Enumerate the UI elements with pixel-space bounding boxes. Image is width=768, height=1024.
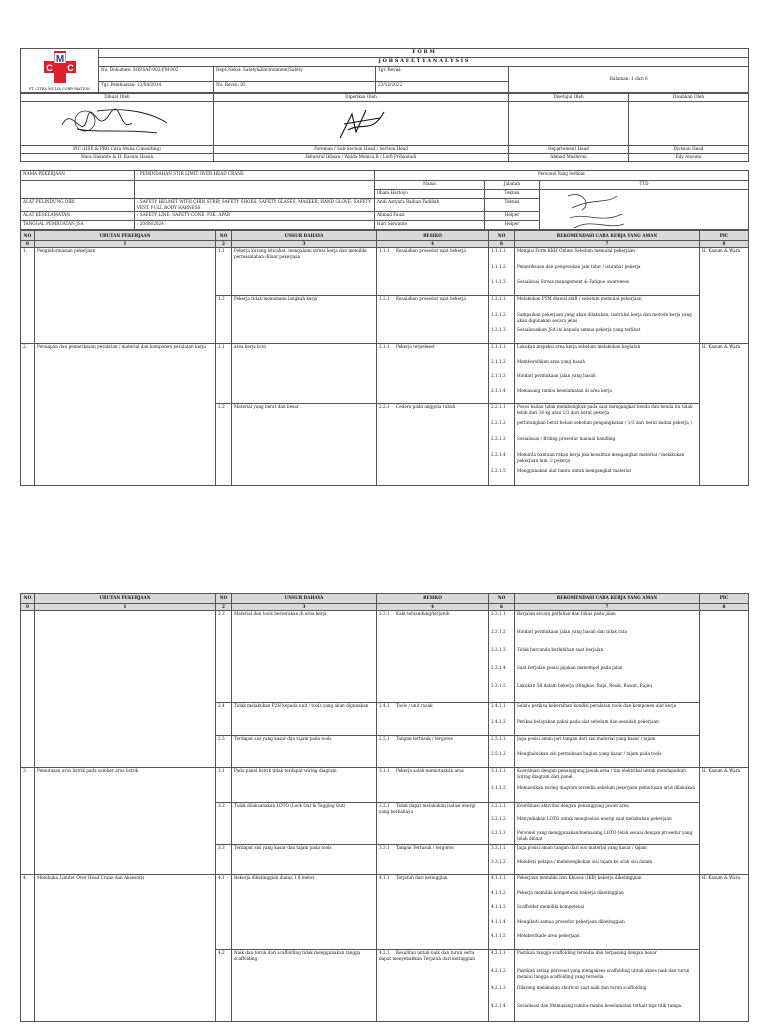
hazard-description: Pada panel listrik tidak terdapat wiring diagram bbox=[232, 768, 377, 803]
company-logo-icon bbox=[23, 49, 97, 89]
recommendation-text: Personel yang menggunakan/memasang LOTO telah sesuai dengan prosedur yang telah dibuat bbox=[517, 829, 693, 841]
personnel-header: TTD bbox=[540, 181, 749, 190]
pic-name: H. Kasum & Wara bbox=[700, 344, 749, 486]
recommendation-text: Saat berjalan posisi pijakan menempel pada jalan bbox=[517, 665, 623, 671]
column-number: 0 bbox=[21, 241, 35, 248]
signature-icon bbox=[332, 104, 392, 146]
risk-description: Kesalahan prosedur saat bekerja bbox=[396, 296, 466, 302]
recommendation-text: Memasang rambu keselamatan di area kerja bbox=[517, 387, 612, 393]
recommendation-text: Lakukan inspeksi area kerja sebelum melakukan kegiatan bbox=[517, 344, 641, 350]
recommendation-number: 1.1.1.1 bbox=[491, 248, 506, 254]
recommendation-text: Sosialisasikan JSA ini kepada semua pekerja yang terlibat bbox=[517, 327, 641, 332]
recommendation-numbers bbox=[489, 296, 515, 344]
recommendation-number: 4.1.1.5 bbox=[491, 933, 506, 939]
risk-number: 2.4.1 bbox=[379, 703, 390, 709]
recommendation-text: Periksa kelayakan pakai pada alat sebelum dan sesudah pekerjaan bbox=[517, 718, 659, 724]
recommendation-list bbox=[515, 404, 700, 486]
column-header: RESIKO bbox=[377, 231, 489, 241]
task-number: 1. bbox=[21, 248, 35, 344]
recommendation-numbers bbox=[489, 768, 515, 803]
recommendation-text: perhitungkan berat beban sebelum pengangkatan ( 1/3 dari berat badan pekerja ) bbox=[517, 420, 692, 426]
table-row bbox=[21, 248, 749, 296]
info-label: TANGGAL PEMBUATAN JSA bbox=[21, 221, 135, 230]
column-number: 6 bbox=[489, 604, 515, 611]
risk-cell bbox=[377, 404, 489, 486]
personnel-role: Helper bbox=[485, 221, 540, 230]
recommendation-text: Selalu periksa kebersihan kondisi peralatan tools dan komponen alat kerja bbox=[517, 703, 677, 709]
recommendation-numbers bbox=[489, 875, 515, 950]
hazard-number: 2.3 bbox=[216, 611, 232, 703]
task-number: 3. bbox=[21, 768, 35, 875]
column-header: UNSUR BAHAYA bbox=[232, 594, 377, 604]
recommendation-number: 3.2.1.2 bbox=[491, 816, 506, 822]
company-name: PT. CITRA MULIA CORPORATION bbox=[29, 87, 90, 91]
recommendation-text: Hindari permukaan jalan yang basah dan tidak rata bbox=[517, 629, 627, 635]
recommendation-number: 4.2.1.1 bbox=[491, 950, 506, 956]
info-label: ALAT KESELAMATAN bbox=[21, 212, 135, 221]
personnel-name: Ilham Hartoyo bbox=[375, 190, 485, 199]
jsa-table-page-two bbox=[20, 593, 749, 1022]
risk-description: Tangan Tertusuk / tergores bbox=[396, 845, 454, 851]
pic-name: H. Kasum & Wara bbox=[700, 768, 749, 875]
recommendation-list bbox=[515, 875, 700, 950]
recommendation-text: Pastikan tangga scaffolding tersedia dan terpasang dengan benar bbox=[517, 950, 657, 956]
column-header: URUTAN PEKERJAAN bbox=[35, 231, 216, 241]
recommendation-list bbox=[515, 344, 700, 404]
recommendation-numbers bbox=[489, 344, 515, 404]
recommendation-number: 1.2.1.3 bbox=[491, 327, 506, 332]
risk-number: 4.1.1 bbox=[379, 875, 390, 881]
signature-box bbox=[21, 102, 214, 146]
recommendation-text: Membersihkan area yang basah bbox=[517, 358, 586, 364]
recommendation-number: 3.1.1.1 bbox=[491, 768, 506, 774]
hazard-number: 3.3 bbox=[216, 845, 232, 875]
signature-icon bbox=[562, 188, 632, 232]
risk-description: Tangan tertusuk / tergores bbox=[396, 736, 453, 742]
recommendation-text: Memastikan wiring diagram tersedia sebelum pekerjaan pemutusan arus dilakukan bbox=[517, 784, 696, 790]
personnel-header: Jabatan bbox=[485, 181, 540, 190]
recommendation-list bbox=[515, 611, 700, 703]
recommendation-text: Dilarang melakukan shortcut saat naik dan turun scaffolding bbox=[517, 985, 647, 991]
recommendation-list bbox=[515, 248, 700, 296]
recommendation-text: Menghaluskan sisi permukaan bagian yang kasar / tajam pada tools bbox=[517, 751, 662, 757]
task-description bbox=[35, 611, 216, 768]
recommendation-text: Tidak bercanda berlebihan saat berjalan bbox=[517, 647, 604, 653]
recommendation-number: 4.2.1.2 bbox=[491, 967, 506, 973]
recommendation-text: Sosialisasi dan Memasang rambu-rambu keselamatan terkait tiga titik tumpu bbox=[517, 1002, 682, 1008]
recommendation-list bbox=[515, 736, 700, 768]
hazard-description: Material yang berat dan besar bbox=[232, 404, 377, 486]
svg-text:M: M bbox=[55, 54, 65, 65]
table-head bbox=[21, 594, 749, 611]
approval-name: Ahmad Mashroni bbox=[509, 154, 629, 162]
recommendation-text: Menyediakan LOTO untuk mengisolasi energi saat melakukan pekerjaan bbox=[517, 816, 672, 822]
recommendation-number: 2.3.1.2 bbox=[491, 629, 506, 635]
column-header: URUTAN PEKERJAAN bbox=[35, 594, 216, 604]
hazard-description: Bekerja diketinggian diatas 1,8 meter bbox=[232, 875, 377, 950]
risk-description: Pekerja terpeleset bbox=[396, 344, 435, 350]
risk-cell bbox=[377, 248, 489, 296]
task-description: Membuka Limiter Over Head Crane dan Aksesoris bbox=[35, 875, 216, 1022]
recommendation-number: 1.2.1.2 bbox=[491, 311, 506, 317]
risk-number: 2.1.1 bbox=[379, 344, 390, 350]
recommendation-number: 2.3.1.3 bbox=[491, 647, 506, 653]
column-header: UNSUR BAHAYA bbox=[232, 231, 377, 241]
recommendation-number: 2.1.1.1 bbox=[491, 344, 506, 350]
table-body bbox=[21, 248, 749, 486]
task-description: Persiapan dan pemeriksaan peralatan / material dan komponen peralatan kerja bbox=[35, 344, 216, 486]
hazard-description: area kerja licin bbox=[232, 344, 377, 404]
column-header: REKOMENDASI CARA KERJA YANG AMAN bbox=[515, 594, 700, 604]
hazard-number: 3.1 bbox=[216, 768, 232, 803]
recommendation-number: 2.2.1.2 bbox=[491, 420, 506, 426]
form-header bbox=[20, 48, 749, 93]
column-number: 4 bbox=[377, 604, 489, 611]
column-number: 7 bbox=[515, 241, 700, 248]
column-header: NO bbox=[21, 231, 35, 241]
recommendation-text: Koordinasi dengan penanggung jawab area / tim elektrikal untuk mendapatkan wiring diagram dari panel bbox=[517, 768, 686, 780]
task-description: Penginformasian pekerjaan bbox=[35, 248, 216, 344]
recommendation-number: 1.2.1.1 bbox=[491, 296, 506, 302]
recommendation-number: 3.2.1.3 bbox=[491, 829, 506, 835]
risk-cell bbox=[377, 845, 489, 875]
recommendation-text: Meminta bantuan rekan kerja jika kesulitan mengangkat material / melakukan pekerjaan min. 2 pekerja bbox=[517, 452, 685, 464]
recommendation-number: 1.1.1.3 bbox=[491, 279, 506, 284]
task-description: Pemutusan arus listrik pada sumber arus listrik bbox=[35, 768, 216, 875]
table-row bbox=[21, 344, 749, 404]
info-label: NAMA PEKERJAAN bbox=[21, 171, 135, 181]
recommendation-list bbox=[515, 703, 700, 736]
hazard-number: 2.2 bbox=[216, 404, 232, 486]
recommendation-text: Lakukan 5R dalam bekerja (Ringkas, Rapi, Resik, Rawat, Rajin) bbox=[517, 683, 653, 689]
risk-description: Tidak dapat melakukan isolasi energi yang berbahaya bbox=[379, 803, 476, 815]
hazard-description: Terdapat sisi yang kasar dan tajam pada tools bbox=[232, 845, 377, 875]
personnel-name: Andi Asryara Raihan Fadillah bbox=[375, 199, 485, 212]
risk-number: 2.2.1 bbox=[379, 404, 390, 410]
risk-number: 2.3.1 bbox=[379, 611, 390, 617]
risk-number: 4.2.1 bbox=[379, 950, 390, 956]
hazard-description: Pekerja tidak memahami langkah kerja bbox=[232, 296, 377, 344]
risk-cell bbox=[377, 703, 489, 736]
recommendation-number: 2.3.1.1 bbox=[491, 611, 506, 617]
risk-number: 3.3.1 bbox=[379, 845, 390, 851]
column-number: 7 bbox=[515, 604, 700, 611]
risk-description: Tools / unit rusak bbox=[396, 703, 433, 709]
recommendation-list bbox=[515, 950, 700, 1022]
approval-role: Departement Head bbox=[509, 146, 629, 154]
table-body bbox=[21, 611, 749, 1022]
recommendation-text: Memberikade area pekerjaan bbox=[517, 933, 580, 939]
recommendation-text: Mengikuti semua prosedur pekerjaan diketinggian bbox=[517, 918, 625, 924]
dept: Dept./Seksi: Safety&Environment/Safety bbox=[214, 67, 376, 82]
recommendation-number: 2.4.1.1 bbox=[491, 703, 506, 709]
hazard-number: 1.2 bbox=[216, 296, 232, 344]
recommendation-number: 4.1.1.2 bbox=[491, 889, 506, 895]
recommendation-numbers bbox=[489, 736, 515, 768]
column-number: 2 bbox=[216, 241, 232, 248]
hazard-description: Naik dan turun dari scaffolding tidak menggunakan tangga scaffolding bbox=[232, 950, 377, 1022]
table-head bbox=[21, 231, 749, 248]
hazard-description: Material dan tools berserakan di area kerja bbox=[232, 611, 377, 703]
recommendation-text: Sosialisasi Stress management & Fatigue awareness bbox=[517, 279, 630, 284]
risk-number: 3.2.1 bbox=[379, 803, 390, 809]
risk-description: Terjatuh dari ketinggian bbox=[396, 875, 448, 881]
recommendation-number: 2.1.1.2 bbox=[491, 358, 506, 364]
hazard-description: Pekerja kurang istirahat, mengalami stress kerja dan memiliki permasalahan diluar pekerjaan bbox=[232, 248, 377, 296]
risk-cell bbox=[377, 875, 489, 950]
risk-cell bbox=[377, 950, 489, 1022]
recommendation-numbers bbox=[489, 404, 515, 486]
approval-col-label: Diperiksa Oleh bbox=[214, 94, 509, 102]
recommendation-number: 2.2.1.5 bbox=[491, 468, 506, 474]
column-number: 2 bbox=[216, 604, 232, 611]
personnel-name: Ahmad Fauzi bbox=[375, 212, 485, 221]
recommendation-number: 3.3.1.2 bbox=[491, 859, 506, 865]
risk-cell bbox=[377, 296, 489, 344]
recommendation-text: Memberi pelapis / membengkokan sisi tajam ke arah sisi dalam bbox=[517, 859, 653, 865]
recommendation-number: 2.3.1.4 bbox=[491, 665, 506, 671]
risk-description: Kesulitan untuk naik dan turun serta dapat menyebabkan Terjatuh dari ketinggian bbox=[379, 950, 475, 962]
column-number: 1 bbox=[35, 241, 216, 248]
recommendation-text: Sosialisasi / Briling prosedur manual handling bbox=[517, 436, 616, 442]
doc-no: No. Dokumen: SOP.SAF-001-FM-002 bbox=[99, 67, 214, 82]
approval-table bbox=[20, 93, 749, 162]
risk-description: Kaki tersandung/terjatuh bbox=[396, 611, 450, 617]
column-number: 3 bbox=[232, 241, 377, 248]
column-header: NO bbox=[21, 594, 35, 604]
signature-box bbox=[214, 102, 509, 146]
tgl-pembuatan: Tgl. Pembuatan: 13/04/2014 bbox=[99, 82, 214, 93]
recommendation-text: Jaga posisi aman jari tangan dari sisi material yang kasar / tajam bbox=[517, 736, 656, 742]
approval-col-label: Disahkan Oleh bbox=[629, 94, 749, 102]
info-value: : 20/08/2024 bbox=[135, 221, 375, 230]
tgl-revisi: Tgl. Revisi: bbox=[376, 67, 509, 82]
risk-number: 1.2.1 bbox=[379, 296, 390, 302]
info-value: : SAFETY LINE, SAFETY CONE, P3K, APAR bbox=[135, 212, 375, 221]
recommendation-numbers bbox=[489, 950, 515, 1022]
info-value: : PEMINDAHAN STIR LIMIT OVER HEAD CRANE bbox=[135, 171, 375, 181]
doc-title: J O B S A F E T Y A N A L Y S I S bbox=[99, 58, 749, 67]
risk-description: Kesalahan prosedur saat bekerja bbox=[396, 248, 466, 254]
recommendation-number: 2.1.1.3 bbox=[491, 373, 506, 379]
task-number bbox=[21, 611, 35, 768]
recommendation-text: Pekerja memiliki kompetensi bekerja diketinggian bbox=[517, 889, 624, 895]
form-label: F O R M bbox=[99, 49, 749, 58]
hazard-number: 3.2 bbox=[216, 803, 232, 845]
column-header: NO bbox=[489, 231, 515, 241]
risk-number: 1.1.1 bbox=[379, 248, 390, 254]
recommendation-text: Pemeriksaan dan pengecekan jam tidur / istirahat pekerja bbox=[517, 263, 641, 269]
task-number: 2. bbox=[21, 344, 35, 486]
recommendation-numbers bbox=[489, 611, 515, 703]
hazard-number: 2.5 bbox=[216, 736, 232, 768]
column-header: REKOMENDASI CARA KERJA YANG AMAN bbox=[515, 231, 700, 241]
column-header: NO bbox=[216, 231, 232, 241]
pic-name: H. Kasum & Wara bbox=[700, 248, 749, 344]
personnel-role: Helper bbox=[485, 212, 540, 221]
recommendation-number: 4.1.1.3 bbox=[491, 904, 506, 910]
recommendation-number: 2.4.1.2 bbox=[491, 718, 506, 724]
table-row bbox=[21, 611, 749, 703]
recommendation-number: 2.2.1.4 bbox=[491, 452, 506, 458]
recommendation-number: 4.2.1.3 bbox=[491, 985, 506, 991]
page-one bbox=[20, 48, 748, 486]
recommendation-list bbox=[515, 845, 700, 875]
recommendation-number: 4.1.1.4 bbox=[491, 918, 506, 924]
recommendation-numbers bbox=[489, 703, 515, 736]
info-value: : SAFETY HELMET WITH CHIN STRIP, SAFETY SHOES, SAFETY GLASES, MASKER, HAND GLOVE, SAFETY VEST, FULL BODY HARNESS bbox=[135, 199, 375, 212]
recommendation-number: 2.1.1.4 bbox=[491, 387, 506, 393]
approval-name: Ikhwarul Ikhsan / Walda Monica B / Lutfi Prihantadi bbox=[214, 154, 509, 162]
risk-cell bbox=[377, 768, 489, 803]
recommendation-number: 2.2.1.1 bbox=[491, 404, 506, 410]
pic-name: H. Kasum & Wara bbox=[700, 875, 749, 1022]
recommendation-text: Koordinasi aktivitas dengan penanggung jawab area bbox=[517, 803, 629, 809]
recommendation-number: 4.1.1.1 bbox=[491, 875, 506, 881]
personnel-title: Personel Yang terlibat bbox=[375, 171, 749, 181]
risk-cell bbox=[377, 611, 489, 703]
recommendation-text: Scaffolder memiliki kompetensi bbox=[517, 904, 585, 910]
column-header: RESIKO bbox=[377, 594, 489, 604]
risk-description: Pekerja salah memutuskan arus bbox=[396, 768, 464, 774]
no-revisi: No. Revisi: 05 bbox=[214, 82, 376, 93]
recommendation-list bbox=[515, 768, 700, 803]
recommendation-text: Hindari permukaan jalan yang basah bbox=[517, 373, 596, 379]
approval-name: Wara Hakanto & H. Kasum Hasan bbox=[21, 154, 214, 162]
approval-name: Edy Anyumi bbox=[629, 154, 749, 162]
recommendation-text: Jaga posisi aman tangan dari sisi material yang kasar / tajam bbox=[517, 845, 647, 851]
hazard-number: 4.2 bbox=[216, 950, 232, 1022]
approval-col-label: Dibuat Oleh bbox=[21, 94, 214, 102]
recommendation-text: Sampaikan pekerjaan yang akan dilakukan, instruksi kerja dan metode kerja yang akan digunakan secara jelas bbox=[517, 311, 692, 323]
recommendation-number: 2.2.1.3 bbox=[491, 436, 506, 442]
column-number: 1 bbox=[35, 604, 216, 611]
personnel-signatures bbox=[540, 190, 749, 230]
recommendation-list bbox=[515, 296, 700, 344]
recommendation-number: 4.2.1.4 bbox=[491, 1002, 506, 1008]
risk-number: 2.5.1 bbox=[379, 736, 390, 742]
signature-box bbox=[509, 102, 629, 146]
column-number: 3 bbox=[232, 604, 377, 611]
recommendation-text: Berjalan secara perlahan dan fokus pada jalan bbox=[517, 611, 616, 617]
column-number: 4 bbox=[377, 241, 489, 248]
recommendation-numbers bbox=[489, 845, 515, 875]
risk-number: 3.1.1 bbox=[379, 768, 390, 774]
jsa-table-page-one bbox=[20, 230, 749, 486]
recommendation-text: Pekerjaan memiliki Izin Khusus (IKB) bekerja diketinggian bbox=[517, 875, 642, 881]
hazard-description: Tidak dilaksanakan LOTO (Lock Out & Tagging Out) bbox=[232, 803, 377, 845]
recommendation-number: 3.2.1.1 bbox=[491, 803, 506, 809]
recommendation-list bbox=[515, 803, 700, 845]
recommendation-number: 2.5.1.2 bbox=[491, 751, 506, 757]
risk-cell bbox=[377, 803, 489, 845]
hazard-number: 4.1 bbox=[216, 875, 232, 950]
column-number: 6 bbox=[489, 241, 515, 248]
risk-description: Cedera pada anggota tubuh bbox=[396, 404, 456, 410]
personnel-role: Teknisi bbox=[485, 199, 540, 212]
personnel-name: Hari Siswanto bbox=[375, 221, 485, 230]
page-count: Halaman: 1 dari 6 bbox=[509, 67, 749, 93]
table-row bbox=[21, 875, 749, 950]
signature-icon bbox=[57, 103, 177, 145]
hazard-description: Tidak melakukan P2H kepada unit / tools yang akan digunakan bbox=[232, 703, 377, 736]
info-label: ALAT PELINDUNG DIRI bbox=[21, 199, 135, 212]
recommendation-text: Melakukan P5M diawal shift / sebelum memulai pekerjaan bbox=[517, 296, 642, 302]
personnel-role: Teknisi bbox=[485, 190, 540, 199]
recommendation-text: Pastikan setiap personel yang mengakses scaffolding untuk akses naik dan turun melalui tangga scaffolding yang tersedia bbox=[517, 967, 690, 979]
personnel-header: Nama bbox=[375, 181, 485, 190]
page-two bbox=[20, 593, 748, 1022]
column-header: NO bbox=[489, 594, 515, 604]
recommendation-text: Mengisi Form KKH Online Sebelum memulai pekerjaan bbox=[517, 248, 635, 254]
column-number: 0 bbox=[21, 604, 35, 611]
recommendation-number: 3.1.1.2 bbox=[491, 784, 506, 790]
risk-cell bbox=[377, 736, 489, 768]
column-header: PIC bbox=[700, 594, 749, 604]
company-logo bbox=[21, 49, 99, 93]
recommendation-numbers bbox=[489, 248, 515, 296]
hazard-number: 1.1 bbox=[216, 248, 232, 296]
approval-role: PIC (HSE & PRO Citra Mulia Consulting) bbox=[21, 146, 214, 154]
signature-box bbox=[629, 102, 749, 146]
column-number: 8 bbox=[700, 241, 749, 248]
hazard-number: 2.1 bbox=[216, 344, 232, 404]
tgl-revisi-value: 23/12/2022 bbox=[376, 82, 509, 93]
recommendation-number: 3.3.1.1 bbox=[491, 845, 506, 851]
recommendation-number: 1.1.1.2 bbox=[491, 263, 506, 269]
recommendation-text: Menggunakan alat bantu untuk mengangkat material bbox=[517, 468, 631, 474]
recommendation-number: 2.3.1.5 bbox=[491, 683, 506, 689]
recommendation-number: 2.5.1.1 bbox=[491, 736, 506, 742]
hazard-number: 2.4 bbox=[216, 703, 232, 736]
approval-role: Division Head bbox=[629, 146, 749, 154]
table-row bbox=[21, 768, 749, 803]
column-header: PIC bbox=[700, 231, 749, 241]
approval-role: Foreman / Sub-Section Head / Section Head bbox=[214, 146, 509, 154]
column-number: 8 bbox=[700, 604, 749, 611]
svg-text:C: C bbox=[46, 63, 53, 73]
recommendation-text: Posisi badan tidak membungkuk pada saat mengangkat benda dan benda itu tidak lebih dari 16 kg atau 1/3 dari berat pekerja bbox=[517, 404, 693, 416]
recommendation-numbers bbox=[489, 803, 515, 845]
job-info-table bbox=[20, 170, 749, 230]
task-number: 4. bbox=[21, 875, 35, 1022]
risk-cell bbox=[377, 344, 489, 404]
svg-text:C: C bbox=[67, 63, 74, 73]
column-header: NO bbox=[216, 594, 232, 604]
pic-name bbox=[700, 611, 749, 768]
hazard-description: Terdapat sisi yang kasar dan tajam pada tools bbox=[232, 736, 377, 768]
approval-col-label: Disetujui Oleh bbox=[509, 94, 629, 102]
